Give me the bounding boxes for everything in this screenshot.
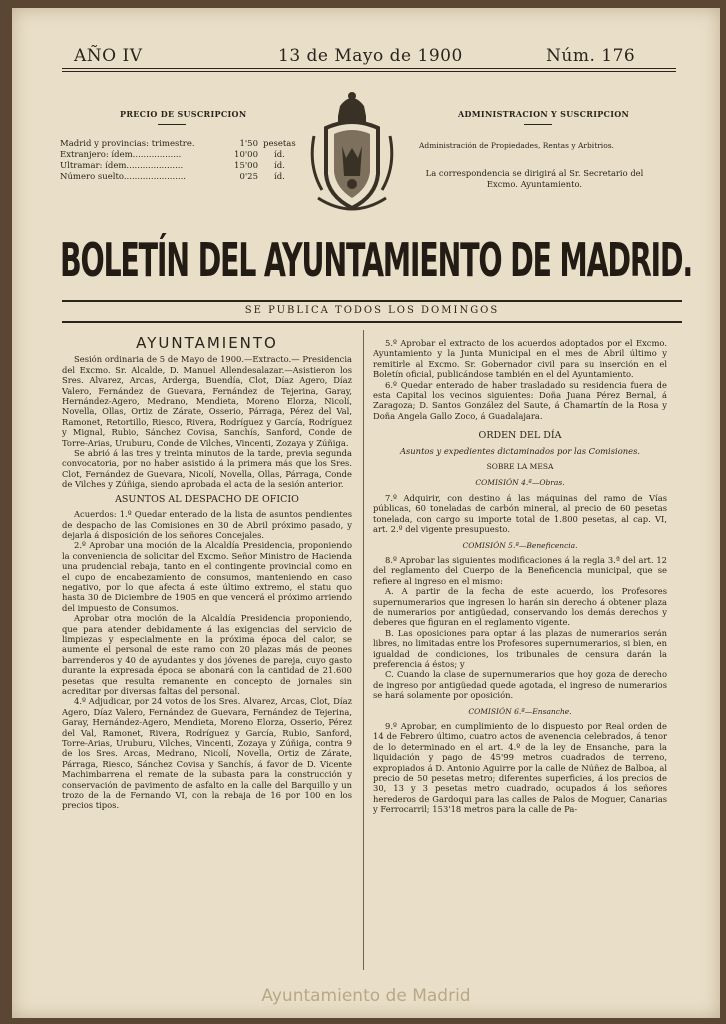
administration-note: La correspondencia se dirigirá al Sr. Secretario del Excmo. Ayuntamiento. xyxy=(425,168,644,189)
left-column xyxy=(62,334,352,811)
masthead-subtitle: SE PUBLICA TODOS LOS DOMINGOS xyxy=(244,305,500,316)
item-7: 7.º Adquirir, con destino á las máquinas del ramo de Vías públicas, 60 toneladas de carbón mineral, al precio de 60 pesetas tonelada, con cargo su importe total de 1.800 pesetas, al cap. VI, art. 2.º del vigente presupuesto. xyxy=(373,492,667,535)
asuntos-heading: ASUNTOS AL DESPACHO DE OFICIO xyxy=(115,493,299,505)
subscription-row: Número suelto....................... 0'25 íd. xyxy=(60,172,285,182)
comision-6-heading: COMISIÓN 6.ª—Ensanche. xyxy=(468,706,572,716)
administration-title: ADMINISTRACION Y SUSCRIPCION xyxy=(458,109,630,119)
agreement-1: Acuerdos: 1.º Quedar enterado de la lista de asuntos pendientes de despacho de las Comisiones en 30 de Abril próximo pasado, y dejarla á disposición de los señores Concejales. xyxy=(62,509,352,540)
masthead-rule xyxy=(62,300,682,302)
subscription-title: PRECIO DE SUSCRIPCION xyxy=(120,109,247,119)
agreement-6: 6.º Quedar enterado de haber trasladado su residencia fuera de esta Capital los vecinos siguientes: Doña Juana Pérez Bernal, á Zaragoza; D. Santos González del Saute, á Chamartín de la Rosa y Doña Angela Gallo Zoco, á Guadalajara. xyxy=(373,379,667,421)
subscription-table xyxy=(60,139,310,183)
item-8-a: A. A partir de la fecha de este acuerdo, los Profesores supernumerarios que ingresen lo harán sin derecho á obtener plaza de numerarios por antigüedad, conservando los demás derechos y deberes que figuran en el reglamento vigente. xyxy=(373,586,667,628)
agreement-4: 4.º Adjudicar, por 24 votos de los Sres. Alvarez, Arcas, Clot, Díaz Agero, Díaz Valero, Fernández de Guevara, Fernández de Tejerina, Garay, Hernández-Agero, Mendieta, Moreno Elorza, Osserio, Pérez del Val, Ramonet, Rivera, Rodríguez y García, Rubio, Sanford, Torre-Arias, Uruburu, Vilches, Vincenti, Zozaya y Zúñiga, contra 9 de los Sres. Arcas, Medrano, Nicolí, Novella, Ortiz de Zárate, Párraga, Riesco, Sánchez Covisa y Sanchís, á favor de D. Vicente Machimbarrena el remate de la subasta para la construcción y conservación de pavimento de asfalto en la calle del Barquillo y un trozo de la de Fernando VI, con la rebaja de 16 por 100 en los precios tipos. xyxy=(62,696,352,811)
comision-4-heading: COMISIÓN 4.ª—Obras. xyxy=(475,478,565,488)
item-8-c: C. Cuando la clase de supernumerarios que hoy goza de derecho de ingreso por antigüedad quede agotada, el ingreso de numerarios se hará solamente por oposición. xyxy=(373,669,667,701)
masthead-title: BOLETÍN DEL AYUNTAMIENTO DE MADRID. xyxy=(60,233,692,287)
subscription-divider xyxy=(158,124,186,125)
section-title: AYUNTAMIENTO xyxy=(136,334,278,352)
subscription-row: Madrid y provincias: trimestre. 1'50 pesetas xyxy=(60,139,296,149)
administration-divider xyxy=(524,124,552,125)
agreement-5: 5.º Aprobar el extracto de los acuerdos adoptados por el Excmo. Ayuntamiento y la Junta Municipal en el mes de Abril último y remitirle al Excmo. Sr. Gobernador civil para su inserción en el Boletín oficial, publicándose también en el del Ayuntamiento. xyxy=(373,338,667,380)
item-8: 8.º Aprobar las siguientes modificaciones á la regla 3.ª del art. 12 del reglamento del Cuerpo de la Beneficencia municipal, que se refiere al ingreso en el mismo: xyxy=(373,554,667,586)
issue-date: 13 de Mayo de 1900 xyxy=(278,46,463,66)
sobre-la-mesa: SOBRE LA MESA xyxy=(486,462,554,472)
column-divider xyxy=(363,330,364,970)
orden-del-dia-subtitle: Asuntos y expedientes dictaminados por las Comisiones. xyxy=(399,445,641,456)
newspaper-page xyxy=(12,8,720,1018)
session-intro: Sesión ordinaria de 5 de Mayo de 1900.—Extracto.— Presidencia del Excmo. Sr. Alcalde, D. Manuel Allendesalazar.—Asistieron los Sres. Alvarez, Arcas, Arderga, Buendía, Clot, Díaz Agero, Díaz Valero, Fernández de Guevara, Fernández de Tejerina, Garay, Hernández-Agero, Medrano, Mendieta, Moreno Elorza, Nicolí, Novella, Ollas, Ortiz de Zárate, Osserio, Párraga, Pérez del Val, Ramonet, Retortillo, Riesco, Rivera, Rodríguez y García, Rodríguez y Mignal, Rubio, Sánchez Covisa, Sanchís, Sanford, Conde de Torre-Arias, Uruburu, Conde de Vilches, Vincenti, Zozaya y Zúñiga. xyxy=(62,354,352,448)
issue-year: AÑO IV xyxy=(74,46,143,66)
item-8-b: B. Las oposiciones para optar á las plazas de numerarios serán libres, no limitadas entre los Profesores supernumerarios, si bien, en igualdad de condiciones, los tribunales de censura darán la preferencia á éstos; y xyxy=(373,627,667,669)
watermark: Ayuntamiento de Madrid xyxy=(261,986,471,1006)
agreement-2: 2.º Aprobar una moción de la Alcaldía Presidencia, proponiendo la conveniencia de solicitar del Excmo. Señor Ministro de Hacienda una prudencial rebaja, tanto en el contingente provincial como en el cupo de encabezamiento de consumos, manteniendo en caso negativo, por lo que afecta á este último extremo, el statu quo hasta 30 de Diciembre de 1905 en que vencerá el próximo arriendo del impuesto de Consumos. xyxy=(62,540,352,613)
coat-of-arms-icon xyxy=(306,86,398,218)
header-rule xyxy=(62,68,676,69)
header-rule-thin xyxy=(62,71,676,72)
comision-5-heading: COMISIÓN 5.ª—Beneficencia. xyxy=(462,540,578,550)
item-9: 9.º Aprobar, en cumplimiento de lo dispuesto por Real orden de 14 de Febrero último, cuatro actos de avenencia celebrados, á tenor de lo determinado en el art. 4.º de la ley de Ensanche, para la liquidación y pago de 45'99 metros cuadrados de terreno, expropiados á D. Antonio Aguirre por la calle de Núñez de Balboa, al precio de 50 pesetas metro; diferentes superficies, á los precios de 30, 13 y 3 pesetas metro cuadrado, ocupados á los señores herederos de Gardoqui para las calles de Palos de Moguer, Canarias y Ferrocarril; 153'18 metros para la calle de Pa- xyxy=(373,721,667,815)
subscription-row: Ultramar: ídem..................... 15'00 íd. xyxy=(60,161,285,171)
agreement-3: Aprobar otra moción de la Alcaldía Presidencia proponiendo, que para atender debidamente á las exigencias del servicio de limpiezas y especialmente en la próxima época del calor, se aumente el personal de este ramo con 20 plazas más de peones barrenderos y 40 de ayudantes y dos jóvenes de pareja, cuyo gasto durante la expresada época se abonará con la cantidad de 21.600 pesetas que resulta remanente en concepto de jornales sin acreditar por diversas faltas del personal. xyxy=(62,613,352,696)
subscription-row: Extranjero: ídem.................. 10'00 íd. xyxy=(60,150,285,160)
masthead-rule-bottom xyxy=(62,321,682,323)
orden-del-dia-title: ORDEN DEL DÍA xyxy=(478,430,562,442)
administration-subtitle: Administración de Propiedades, Rentas y Arbitrios. xyxy=(419,141,614,150)
session-opening: Se abrió á las tres y treinta minutos de la tarde, previa segunda convocatoria, por no haber asistido á la primera más que los Sres. Clot, Fernández de Guevara, Nicolí, Novella, Ollas, Párraga, Conde de Vilches y Zúñiga, siendo aprobada el acta de la sesión anterior. xyxy=(62,448,352,490)
issue-number: Núm. 176 xyxy=(546,46,636,66)
right-column xyxy=(373,338,667,815)
